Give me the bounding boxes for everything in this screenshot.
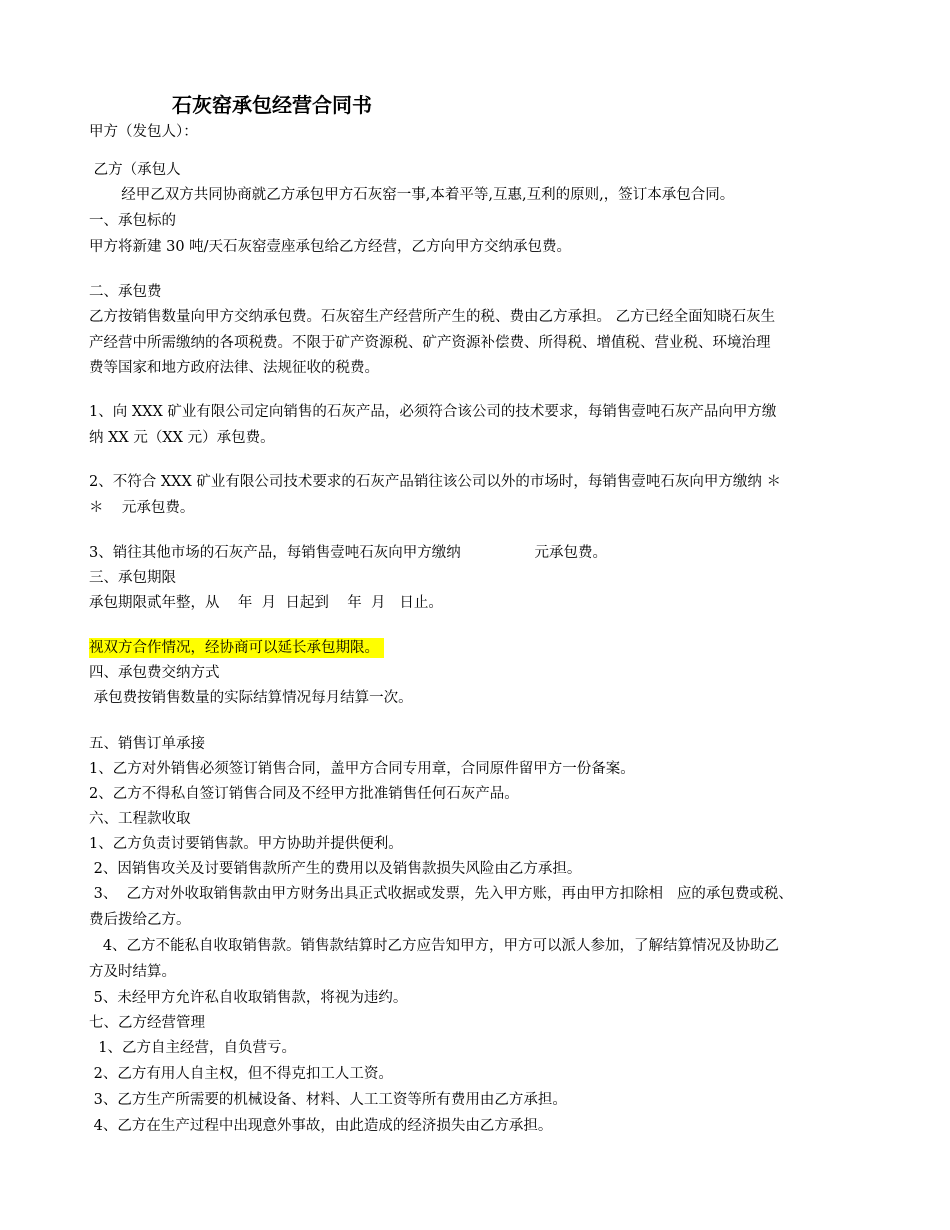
party-a-label: 甲方（发包人）： (89, 124, 198, 140)
section-7-item-1: 1、乙方自主经营，自负营亏。 (89, 1040, 296, 1056)
section-7-item-3: 3、乙方生产所需要的机械设备、材料、人工工资等所有费用由乙方承担。 (89, 1092, 567, 1108)
section-3-highlighted-note: 视双方合作情况，经协商可以延长承包期限。 (89, 640, 384, 656)
section-3-heading: 三、承包期限 (89, 570, 176, 586)
section-6-item-4-line-1: 4、乙方不能私自收取销售款。销售款结算时乙方应告知甲方，甲方可以派人参加，了解结算情况及协助乙 (89, 938, 780, 954)
section-5-item-2: 2、乙方不得私自签订销售合同及不经甲方批准销售任何石灰产品。 (89, 786, 519, 802)
intro-paragraph: 经甲乙双方共同协商就乙方承包甲方石灰窑一事,本着平等,互惠,互利的原则,，签订本承包合同。 (89, 187, 735, 203)
section-7-item-4: 4、乙方在生产过程中出现意外事故，由此造成的经济损失由乙方承担。 (89, 1118, 553, 1134)
section-2-item-2-line-2: ＊ 元承包费。 (89, 500, 195, 516)
section-2-heading: 二、承包费 (89, 284, 162, 300)
section-2-item-2-line-1: 2、不符合 XXX 矿业有限公司技术要求的石灰产品销往该公司以外的市场时，每销售壹吨石灰向甲方缴纳 ＊ (89, 474, 782, 490)
section-6-heading: 六、工程款收取 (89, 811, 191, 827)
section-6-item-2: 2、因销售攻关及讨要销售款所产生的费用以及销售款损失风险由乙方承担。 (89, 861, 582, 877)
section-6-item-3-line-1: 3、 乙方对外收取销售款由甲方财务出具正式收据或发票，先入甲方账，再由甲方扣除相 应的承包费或税、 (89, 886, 793, 902)
section-3-text: 承包期限贰年整，从 年 月 日起到 年 月 日止。 (89, 595, 443, 611)
document-title: 石灰窑承包经营合同书 (172, 93, 372, 117)
section-6-item-1: 1、乙方负责讨要销售款。甲方协助并提供便利。 (89, 836, 403, 852)
section-5-item-1: 1、乙方对外销售必须签订销售合同，盖甲方合同专用章，合同原件留甲方一份备案。 (89, 761, 635, 777)
section-6-item-3-line-2: 费后拨给乙方。 (89, 912, 191, 928)
section-2-text-line-1: 乙方按销售数量向甲方交纳承包费。石灰窑生产经营所产生的税、费由乙方承担。 乙方已经全面知晓石灰生 (89, 309, 776, 325)
section-2-text-line-3: 费等国家和地方政府法律、法规征收的税费。 (89, 360, 379, 376)
section-6-item-5: 5、未经甲方允许私自收取销售款，将视为违约。 (89, 990, 408, 1006)
section-1-text: 甲方将新建 30 吨/天石灰窑壹座承包给乙方经营，乙方向甲方交纳承包费。 (89, 239, 572, 255)
section-6-item-4-line-2: 方及时结算。 (89, 964, 176, 980)
section-1-heading: 一、承包标的 (89, 213, 176, 229)
section-2-item-1-line-1: 1、向 XXX 矿业有限公司定向销售的石灰产品，必须符合该公司的技术要求，每销售壹吨石灰产品向甲方缴 (89, 404, 777, 420)
section-5-heading: 五、销售订单承接 (89, 736, 205, 752)
section-2-item-3: 3、销往其他市场的石灰产品，每销售壹吨石灰向甲方缴纳 元承包费。 (89, 545, 607, 561)
party-b-label: 乙方（承包人 (89, 162, 181, 178)
section-2-item-1-line-2: 纳 XX 元（XX 元）承包费。 (89, 430, 275, 446)
section-2-text-line-2: 产经营中所需缴纳的各项税费。不限于矿产资源税、矿产资源补偿费、所得税、增值税、营业税、环境治理 (89, 335, 771, 351)
section-7-item-2: 2、乙方有用人自主权，但不得克扣工人工资。 (89, 1066, 393, 1082)
section-4-heading: 四、承包费交纳方式 (89, 665, 220, 681)
section-4-text: 承包费按销售数量的实际结算情况每月结算一次。 (89, 690, 413, 706)
section-7-heading: 七、乙方经营管理 (89, 1015, 205, 1031)
